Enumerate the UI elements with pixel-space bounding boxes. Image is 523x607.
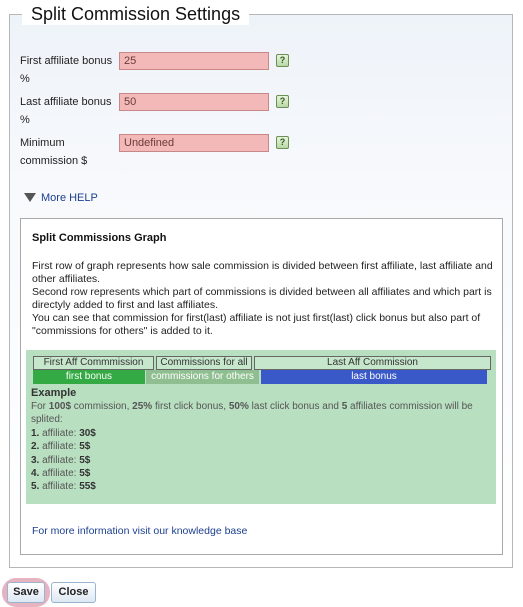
knowledge-base-link[interactable]: For more information visit our knowledge base [32,525,248,537]
first-bonus-help-icon[interactable]: ? [276,54,289,67]
first-bonus-bar: first bonus [33,370,145,384]
close-button[interactable]: Close [51,582,96,603]
first-bonus-label: First affiliate bonus [20,55,113,67]
first-bonus-input[interactable] [119,52,269,70]
save-button[interactable]: Save [7,582,45,603]
last-bonus-unit: % [20,114,30,126]
graph-panel-title: Split Commissions Graph [32,232,167,244]
list-item: 1. affiliate: 30$ [31,428,96,439]
min-commission-label: Minimum [20,137,65,149]
collapse-triangle-icon [24,193,36,202]
last-bonus-label: Last affiliate bonus [20,96,112,108]
last-aff-commission-box: Last Aff Commission [254,356,491,370]
commissions-for-others-bar: commissions for others [146,370,259,384]
window-title: Split Commission Settings [22,4,249,25]
last-bonus-help-icon[interactable]: ? [276,95,289,108]
min-commission-help-icon[interactable]: ? [276,136,289,149]
example-list [31,427,96,493]
more-help-toggle[interactable] [24,192,98,204]
split-graph [26,350,496,504]
graph-desc-line: You can see that commission for first(last) affiliate is not just first(last) click bonus but also part of "commissions for others" is added to it. [32,312,481,337]
min-commission-input[interactable] [119,134,269,152]
graph-description [32,260,502,338]
example-title: Example [31,387,77,399]
list-item: 5. affiliate: 55$ [31,481,96,493]
first-aff-commission-box: First Aff Commmission [33,356,154,370]
list-item: 4. affiliate: 5$ [31,467,91,479]
graph-panel [20,218,503,555]
commissions-for-all-box: Commissions for all [156,356,252,370]
first-bonus-unit: % [20,73,30,85]
graph-desc-line: First row of graph represents how sale commission is divided between first affiliate, last affiliate and other affiliates. [32,260,493,285]
last-bonus-input[interactable] [119,93,269,111]
min-commission-unit: commission $ [20,155,88,167]
list-item: 2. affiliate: 5$ [31,441,91,453]
last-bonus-bar: last bonus [261,370,487,384]
example-text: For 100$ commission, 25% first click bonus, 50% last click bonus and 5 affiliates commission will be splited: [31,401,473,425]
list-item: 3. affiliate: 5$ [31,454,91,466]
graph-desc-line: Second row represents which part of commissions is divided between all affiliates and which part is directyly added to first and last affiliates. [32,286,492,311]
more-help-label: More HELP [41,192,98,204]
